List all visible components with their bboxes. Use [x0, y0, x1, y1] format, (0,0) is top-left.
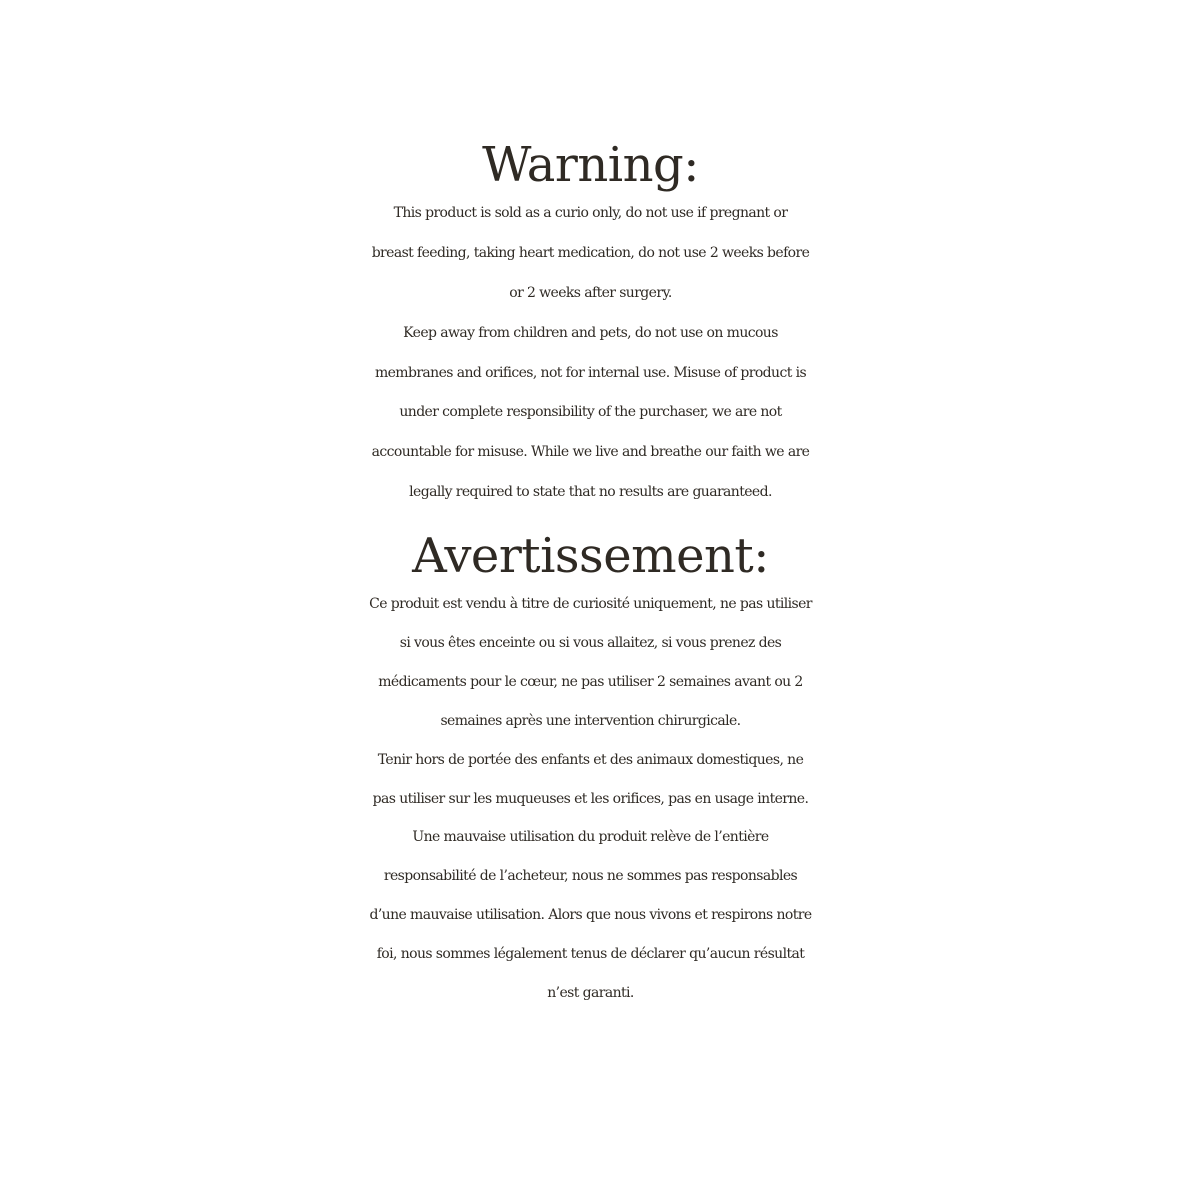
- warning-text-line: breast feeding, taking heart medication, do not use 2 weeks before: [371, 245, 810, 261]
- warning-text-line: Keep away from children and pets, do not use on mucous: [403, 325, 778, 341]
- avertissement-text-line: responsabilité de l’acheteur, nous ne sommes pas responsables: [383, 868, 798, 884]
- avertissement-text-line: Une mauvaise utilisation du produit relève de l’entière: [412, 829, 769, 845]
- avertissement-text-line: médicaments pour le cœur, ne pas utiliser 2 semaines avant ou 2: [378, 674, 803, 690]
- avertissement-text-line: n’est garanti.: [547, 985, 634, 1001]
- warning-text-line: This product is sold as a curio only, do not use if pregnant or: [393, 205, 788, 221]
- avertissement-text-line: Ce produit est vendu à titre de curiosité uniquement, ne pas utiliser: [369, 596, 812, 612]
- warning-heading: Warning:: [482, 137, 699, 193]
- avertissement-heading: Avertissement:: [412, 528, 769, 584]
- avertissement-text-line: si vous êtes enceinte ou si vous allaitez, si vous prenez des: [399, 635, 782, 651]
- warning-text-line: accountable for misuse. While we live and breathe our faith we are: [371, 444, 810, 460]
- warning-text-line: membranes and orifices, not for internal use. Misuse of product is: [374, 365, 807, 381]
- warning-text-line: or 2 weeks after surgery.: [509, 285, 672, 301]
- avertissement-text-line: d’une mauvaise utilisation. Alors que nous vivons et respirons notre: [369, 907, 812, 923]
- warning-text-line: legally required to state that no results are guaranteed.: [409, 484, 772, 500]
- avertissement-text-line: pas utiliser sur les muqueuses et les orifices, pas en usage interne.: [372, 791, 809, 807]
- avertissement-text-line: foi, nous sommes légalement tenus de déclarer qu’aucun résultat: [376, 946, 805, 962]
- avertissement-text-line: Tenir hors de portée des enfants et des animaux domestiques, ne: [377, 752, 804, 768]
- warning-text-line: under complete responsibility of the purchaser, we are not: [399, 404, 782, 420]
- avertissement-text-line: semaines après une intervention chirurgicale.: [440, 713, 741, 729]
